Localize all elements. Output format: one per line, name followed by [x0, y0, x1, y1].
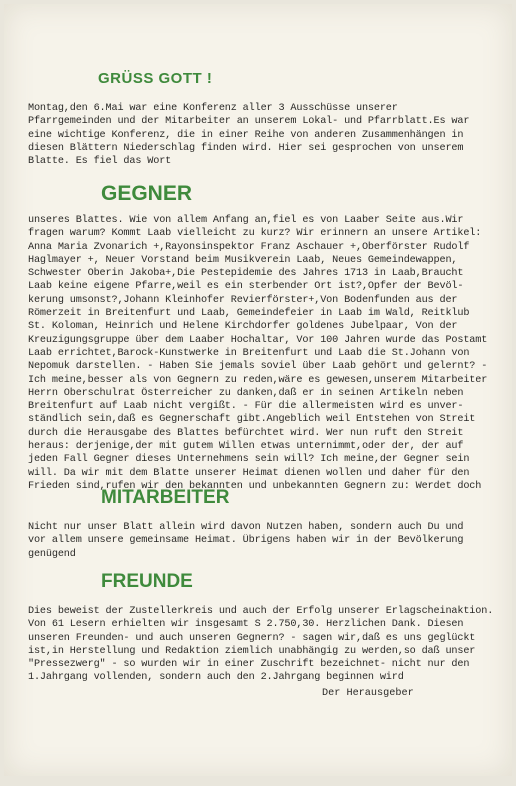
- text-line: jeden Fall Gegner dieses Unternehmens sein will? Ich meine,der Gegner sein: [28, 454, 470, 466]
- text-line: ständlich sein,daß es Gegnerschaft gibt.Angeblich weil Entstehen von Streit: [28, 414, 476, 426]
- text-line: diesen Blättern Niederschlag finden wird. Hier sei gesprochen von unserem: [28, 142, 464, 154]
- text-line: heraus: derjenige,der mit gutem Willen etwas unternimmt,oder der, der auf: [28, 441, 464, 453]
- freunde-heading: FREUNDE: [101, 571, 193, 592]
- text-line: Haglmayer +, Neuer Vorstand beim Musikverein Laab, Neues Gemeindewappen,: [28, 254, 458, 266]
- text-line: unseres Blattes. Wie von allem Anfang an,fiel es von Laaber Seite aus.Wir: [28, 215, 464, 226]
- text-line: unseren Freunden- und auch unseren Gegnern? - sagen wir,daß es uns geglückt: [28, 632, 476, 644]
- text-line: Anna Maria Zvonarich +,Rayonsinspektor Franz Aschauer +,Oberförster Rudolf: [28, 241, 470, 253]
- text-line: Dies beweist der Zustellerkreis und auch der Erfolg unserer Erlagscheinaktion.: [28, 606, 494, 617]
- text-line: Nicht nur unser Blatt allein wird davon Nutzen haben, sondern auch Du und: [28, 522, 464, 533]
- text-line: kerung umsonst?,Johann Kleinhofer Revierförster+,Von Bodenfunden aus der: [28, 294, 458, 306]
- text-line: Kreuzigungsgruppe über dem Laaber Hochaltar, Vor 100 Jahren wurde das Postamt: [28, 334, 488, 346]
- text-line: ist,in Herstellung und Redaktion ziemlich unabhängig zu werden,so daß unser: [28, 645, 476, 657]
- text-line: Nepomuk darstellen. - Haben Sie jemals soviel über Laab gehört und gelernt? -: [28, 361, 488, 373]
- text-line: vor allem unsere gemeinsame Heimat. Übrigens haben wir in der Bevölkerung: [28, 535, 464, 547]
- text-line: Breitenfurt auf Laab nicht vergißt. - Für die allermeisten wird es unver-: [28, 401, 464, 413]
- text-line: fragen warum? Kommt Laab vielleicht zu kurz? Wir erinnern an unsere Artikel:: [28, 228, 482, 240]
- intro-paragraph: [28, 102, 506, 168]
- newsletter-page: [4, 4, 512, 776]
- gegner-heading: GEGNER: [101, 182, 193, 205]
- text-line: Montag,den 6.Mai war eine Konferenz aller 3 Ausschüsse unserer: [28, 103, 398, 114]
- mitarbeiter-paragraph: [28, 521, 506, 561]
- text-line: Blatte. Es fiel das Wort: [28, 156, 172, 168]
- text-line: will. Da wir mit dem Blatte unserer Heimat dienen wollen und daher für den: [28, 467, 470, 479]
- text-line: "Pressezwerg" - so wurden wir in einer Zuschrift bezeichnet- nicht nur den: [28, 659, 470, 671]
- gegner-paragraph: [28, 214, 506, 493]
- freunde-paragraph: [28, 605, 506, 685]
- text-line: 1.Jahrgang vollenden, sondern auch den 2.Jahrgang beginnen wird: [28, 672, 404, 684]
- text-line: Ich meine,besser als von Gegnern zu reden,wäre es gewesen,unserem Mitarbeiter: [28, 374, 488, 386]
- text-line: St. Koloman, Heinrich und Helene Kirchdorfer goldenes Jubelpaar, Von der: [28, 321, 458, 333]
- greeting-heading: GRÜSS GOTT !: [98, 70, 213, 87]
- text-line: Von 61 Lesern erhielten wir insgesamt S 2.750,30. Herzlichen Dank. Diesen: [28, 619, 464, 631]
- text-line: Römerzeit in Breitenfurt und Laab, Gemeindefeier in Laab im Wald, Reitklub: [28, 308, 470, 320]
- text-line: Frieden sind,rufen wir den bekannten und unbekannten Gegnern zu: Werdet doch: [28, 480, 482, 492]
- text-line: eine wichtige Konferenz, die in einer Reihe von anderen Zusammenhängen in: [28, 129, 464, 141]
- text-line: Laab errichtet,Barock-Kunstwerke in Breitenfurt und Laab die St.Johann von: [28, 347, 470, 359]
- text-line: Schwester Oberin Jakoba+,Die Pestepidemie des Jahres 1713 in Laab,Braucht: [28, 268, 464, 280]
- signature: Der Herausgeber: [322, 688, 414, 699]
- text-line: Laab keine eigene Pfarre,weil es ein sterbender Ort ist?,Opfer der Bevöl-: [28, 281, 464, 293]
- text-line: genügend: [28, 548, 76, 560]
- mitarbeiter-heading: MITARBEITER: [101, 487, 230, 508]
- text-line: Herrn Oberschulrat Österreicher zu danken,daß er in seinen Artikeln neben: [28, 387, 464, 399]
- text-line: durch die Herausgabe des Blattes befürchtet wird. Wer nun ruft den Streit: [28, 427, 464, 439]
- text-line: Pfarrgemeinden und der Mitarbeiter an unserem Lokal- und Pfarrblatt.Es war: [28, 116, 470, 128]
